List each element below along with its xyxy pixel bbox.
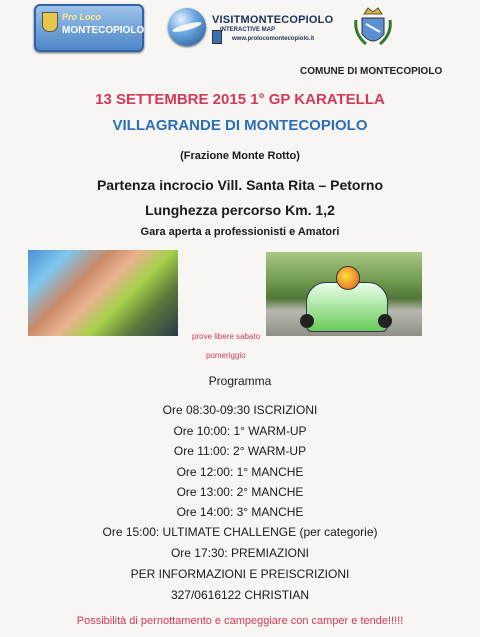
event-location: VILLAGRANDE DI MONTECOPIOLO [112,117,368,134]
event-open-to: Gara aperta a professionisti e Amatori [140,226,340,238]
event-title: 13 SETTEMBRE 2015 1° GP KARATELLA [95,91,385,108]
proloco-line2: MONTECOPIOLO [62,25,145,36]
visit-url: www.prolocomontecopiolo.it [232,36,315,42]
program-item: Ore 15:00: ULTIMATE CHALLENGE (per categorie) [102,525,378,539]
event-fraction: (Frazione Monte Rotto) [180,150,300,162]
photo-kart [266,252,422,336]
footer-note: Possibilità di pernottamento e campeggiare con camper e tende!!!!! [76,615,404,627]
program-item: Ore 11:00: 2° WARM-UP [173,444,307,458]
program-item: Ore 17:30: PREMIAZIONI [170,546,310,560]
practice-line2: pomeriggio [206,351,246,360]
contact-heading: PER INFORMAZIONI E PREISCRIZIONI [130,567,350,581]
visit-title: VISITMONTECOPIOLO [212,14,334,26]
event-start: Partenza incrocio Vill. Santa Rita – Petorno [96,177,384,193]
visit-subtitle: INTERACTIVE MAP [220,27,276,33]
program-item: Ore 14:00: 3° MANCHE [176,505,304,519]
event-length: Lunghezza percorso Km. 1,2 [145,202,335,218]
program-item: Ore 10:00: 1° WARM-UP [173,424,307,438]
program-item: Ore 12:00: 1° MANCHE [176,465,304,479]
program-item: Ore 13:00: 2° MANCHE [176,485,304,499]
practice-line1: prove libere sabato [192,332,261,341]
wheel-icon [378,314,392,328]
proloco-logo [34,4,144,52]
shield-icon [42,12,58,32]
program-heading: Programma [208,374,272,388]
helmet-icon [336,266,360,290]
globe-icon [168,8,206,46]
photo-girls [28,250,178,336]
comune-label: COMUNE DI MONTECOPIOLO [300,66,443,77]
wheel-icon [300,314,314,328]
proloco-line1: Pro Loco [62,12,102,22]
program-item: Ore 08:30-09:30 ISCRIZIONI [162,403,318,417]
contact-phone: 327/0616122 CHRISTIAN [170,588,310,602]
crest-icon [352,6,394,50]
